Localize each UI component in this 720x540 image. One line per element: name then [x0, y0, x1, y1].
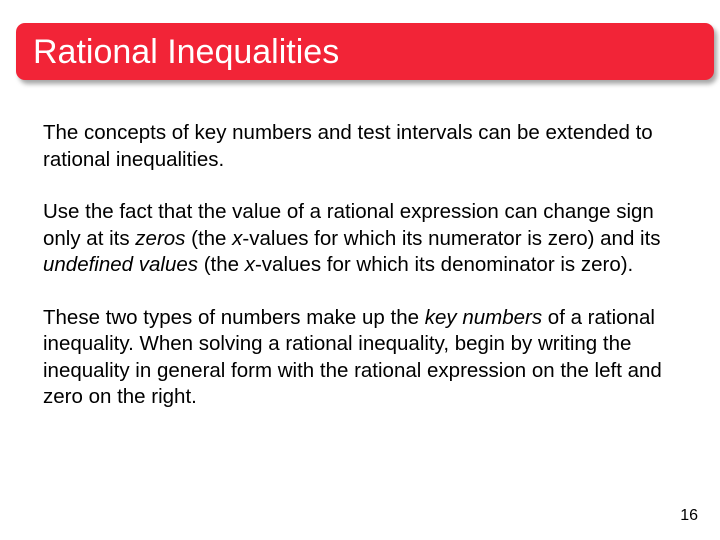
text-segment: These two types of numbers make up the: [43, 305, 425, 329]
paragraph-2: [43, 199, 693, 279]
paragraph-3: [43, 305, 693, 411]
text-segment: Use the fact that the value of a rational expression can change sign only at its: [43, 200, 654, 250]
emphasis-text: x: [232, 226, 243, 250]
page-number: 16: [680, 507, 698, 524]
text-segment: (the: [198, 253, 245, 276]
emphasis-text: x: [244, 253, 255, 276]
text-segment: -values for which its numerator is zero) and its: [242, 226, 661, 250]
text-segment: The concepts of key numbers and test intervals can be extended to rational inequalities.: [43, 121, 653, 171]
slide-body: [43, 120, 693, 437]
text-segment: of a rational inequality. When solving a rational inequality, begin by writing the inequality in general form with the rational expression on the left and zero on the right.: [43, 305, 662, 408]
title-bar: [16, 23, 714, 80]
paragraph-1: [43, 120, 693, 173]
emphasis-text: zeros: [135, 226, 186, 250]
slide-title: Rational Inequalities: [33, 33, 340, 71]
text-segment: (the: [185, 226, 233, 250]
text-segment: -values for which its denominator is zero).: [254, 253, 634, 276]
emphasis-text: undefined values: [43, 253, 199, 276]
emphasis-text: key numbers: [424, 305, 543, 329]
